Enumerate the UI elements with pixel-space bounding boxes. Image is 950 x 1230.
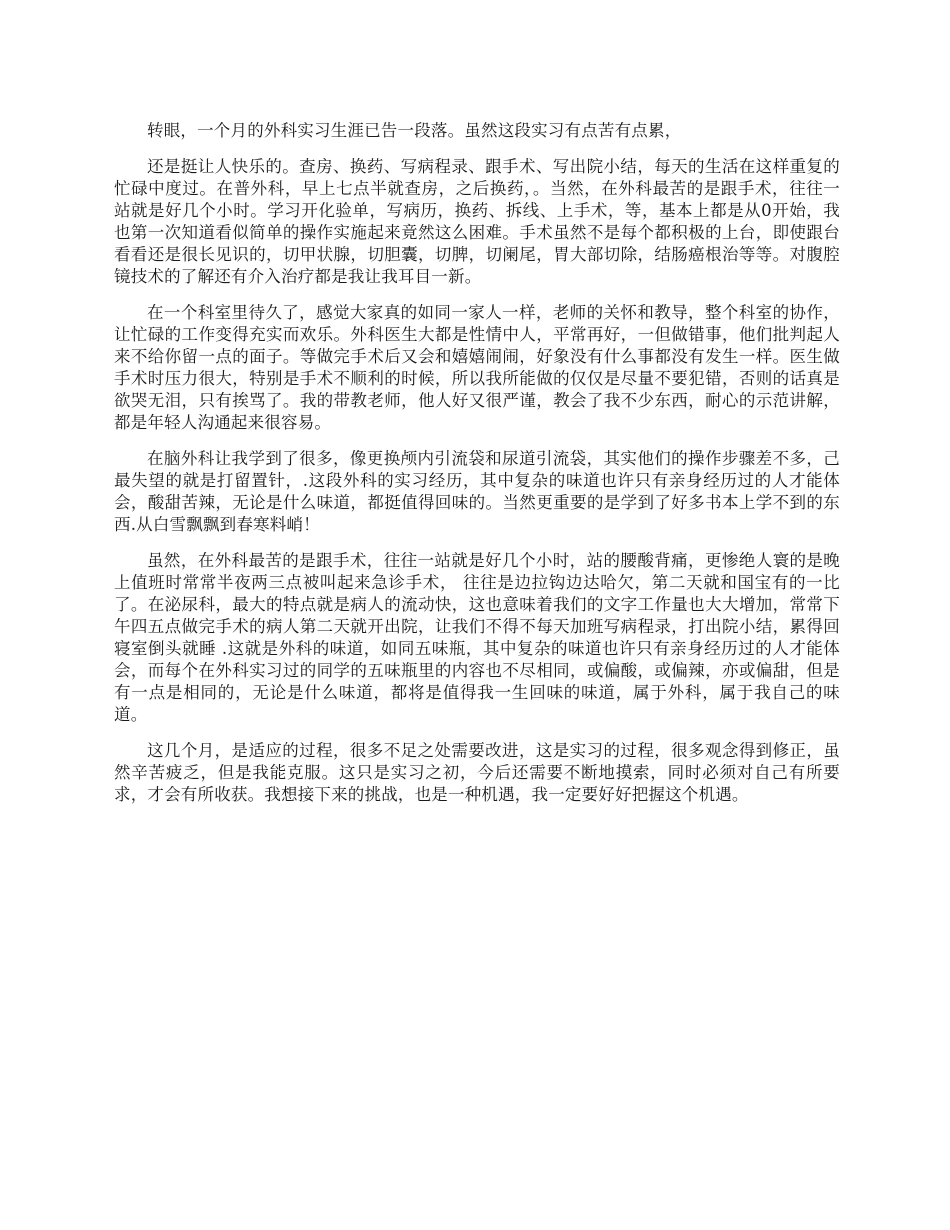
paragraph-5: 虽然，在外科最苦的是跟手术，往往一站就是好几个小时，站的腰酸背痛，更惨绝人寰的是晚上值班时常常半夜两三点被叫起来急诊手术， 往往是边拉钩边达哈欠，第二天就和国宝有的一比了。在泌尿科，最大的特点就是病人的流动快，这也意味着我们的文字工作量也大大增加，常常下午四五点做完手术的病人第二天就开出院，让我们不得不每天加班写病程录，打出院小结，累得回寝室倒头就睡 .这就是外科的味道，如同五味瓶，其中复杂的味道也许只有亲身经历过的人才能体会，而每个在外科实习过的同学的五味瓶里的内容也不尽相同，或偏酸，或偏辣，亦或偏甜，但是有一点是相同的，无论是什么味道，都将是值得我一生回味的味道，属于外科，属于我自己的味道。 [114,551,840,724]
paragraph-4: 在脑外科让我学到了很多，像更换颅内引流袋和尿道引流袋，其实他们的操作步骤差不多，己最失望的就是打留置针，.这段外科的实习经历，其中复杂的味道也许只有亲身经历过的人才能体会，酸甜苦辣，无论是什么味道，都挺值得回味的。当然更重要的是学到了好多书本上学不到的东西.从白雪飘飘到春寒料峭！ [114,449,840,534]
paragraph-6: 这几个月，是适应的过程，很多不足之处需要改进，这是实习的过程，很多观念得到修正，虽然辛苦疲乏，但是我能克服。这只是实习之初，今后还需要不断地摸索，同时必须对自己有所要求，才会有所收获。我想接下来的挑战，也是一种机遇，我一定要好好把握这个机遇。 [114,741,840,804]
paragraph-2: 还是挺让人快乐的。查房、换药、写病程录、跟手术、写出院小结，每天的生活在这样重复的忙碌中度过。在普外科，早上七点半就查房，之后换药，。当然，在外科最苦的是跟手术，往往一站就是好几个小时。学习开化验单，写病历，换药、拆线、上手术，等，基本上都是从0开始，我也第一次知道看似简单的操作实施起来竟然这么困难。手术虽然不是每个都积极的上台，即使跟台看看还是很长见识的，切甲状腺，切胆囊，切脾，切阑尾，胃大部切除，结肠癌根治等等。对腹腔镜技术的了解还有介入治疗都是我让我耳目一新。 [114,157,840,286]
paragraph-3: 在一个科室里待久了，感觉大家真的如同一家人一样，老师的关怀和教导，整个科室的协作，让忙碌的工作变得充实而欢乐。外科医生大都是性情中人，平常再好，一但做错事，他们批判起人来不给你留一点的面子。等做完手术后又会和嬉嬉闹闹，好象没有什么事都没有发生一样。医生做手术时压力很大，特别是手术不顺利的时候，所以我所能做的仅仅是尽量不要犯错，否则的话真是欲哭无泪，只有挨骂了。我的带教老师，他人好又很严谨，教会了我不少东西，耐心的示范讲解，都是年轻人沟通起来很容易。 [114,303,840,432]
document-body [114,120,840,820]
paragraph-1: 转眼，一个月的外科实习生涯已告一段落。虽然这段实习有点苦有点累， [147,121,682,140]
